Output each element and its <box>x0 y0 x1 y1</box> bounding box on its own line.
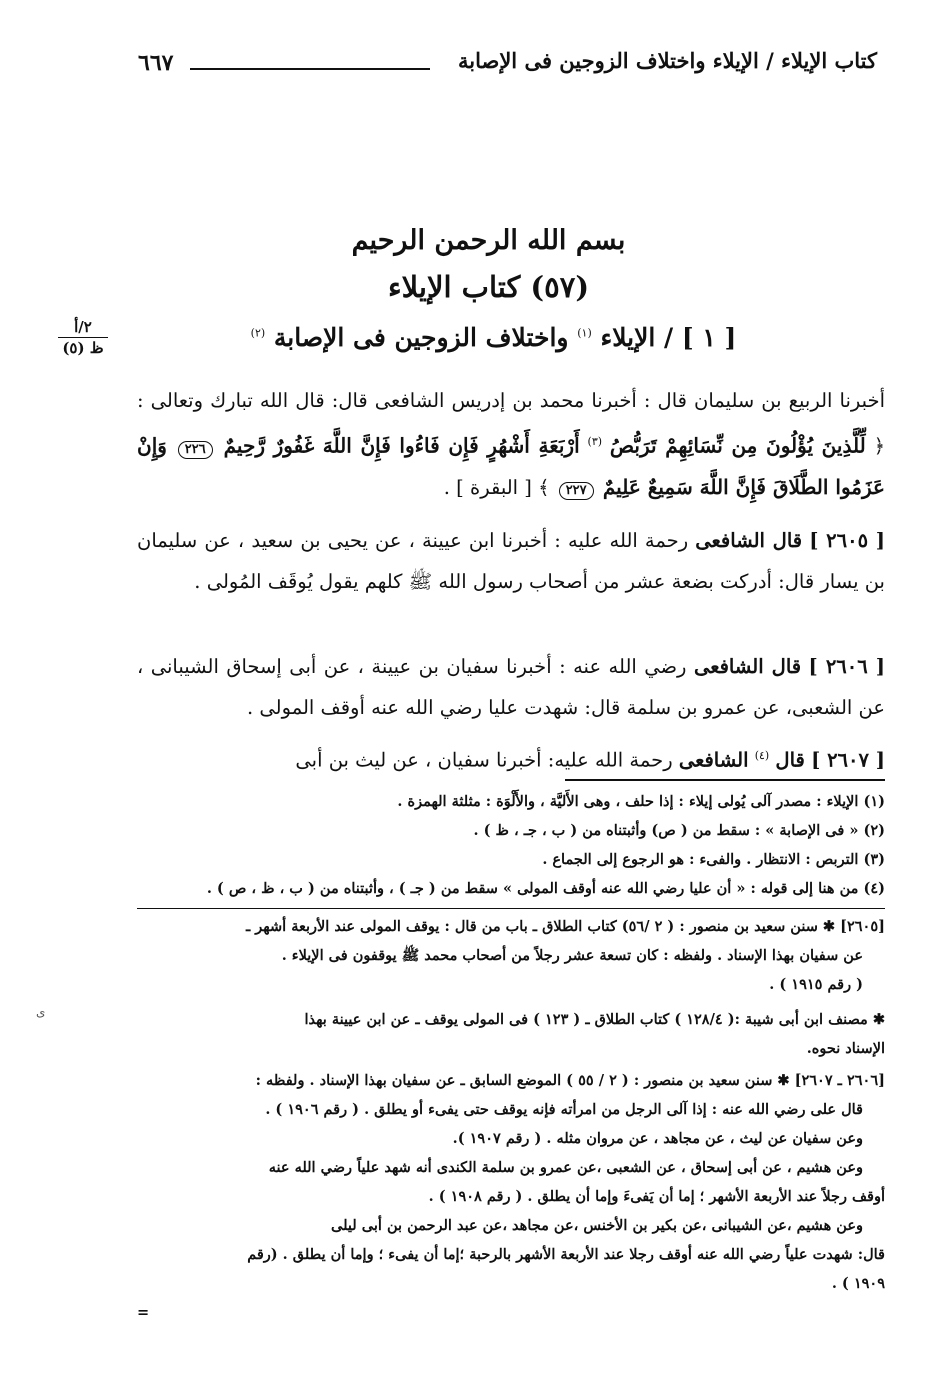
source-line: [٢٦٠٦ ـ ٢٦٠٧] ✱ سنن سعيد بن منصور : ( ٢ / ٥٥ ) الموضع السابق ـ عن سفيان بهذا الإسناد . ولفظه : <box>255 1072 885 1089</box>
footnotes-rule <box>565 779 885 781</box>
sources-rule <box>137 908 885 909</box>
hadith-2605 <box>137 520 885 602</box>
header-rule <box>190 68 430 70</box>
hadith-text: رحمة الله عليه : أخبرنا ابن عيينة ، عن يحيى بن سعيد ، عن سليمان بن يسار قال: أدركت بضعة عشر من أصحاب رسول الله ﷺ كلهم يقول يُوقَف المُولى . <box>137 529 885 593</box>
basmala: بسم الله الرحمن الرحيم <box>351 225 626 256</box>
source-line: قال على رضي الله عنه : إذا آلى الرجل من امرأته فإنه يوقف حتى يفىء أو يطلق . ( رقم ١٩٠٦ ) . <box>265 1101 863 1118</box>
source-line: أوقف رجلاً عند الأربعة الأشهر ؛ إما أن يَفىءَ وإما أن يطلق . ( رقم ١٩٠٨ ) . <box>428 1188 885 1205</box>
footnote-4: (٤) من هنا إلى قوله : « أن عليا رضي الله عنه أوقف المولى » سقط من ( جـ ) ، وأثبتناه من ( ب ، ظ ، ص ) . <box>206 880 885 897</box>
footnote-3: (٣) التربص : الانتظار . والفىء : هو الرجوع إلى الجماع . <box>542 851 885 868</box>
hadith-number: [ ٢٦٠٦ ] <box>808 655 886 678</box>
source-line: الإسناد نحوه. <box>806 1040 885 1057</box>
source-2606-2607 <box>137 1066 885 1327</box>
running-header-title: كتاب الإيلاء / الإيلاء واختلاف الزوجين فى الإصابة <box>457 48 877 73</box>
footnote-1: (١) الإيلاء : مصدر آلى يُولى إيلاء : إذا حلف ، وهى الأَليَّة ، والأَلْوَة : مثلثة الهمزة . <box>397 793 885 810</box>
intro-paragraph <box>137 380 885 508</box>
ayah-number-227: ٢٢٧ <box>559 482 594 500</box>
hadith-number: [ ٢٦٠٥ ] <box>809 529 886 552</box>
section-title-b: واختلاف الزوجين فى الإصابة <box>273 323 569 352</box>
hadith-2606 <box>137 646 885 728</box>
hadith-text: رضي الله عنه : أخبرنا سفيان بن عيينة ، عن أبى إسحاق الشيبانى ، عن الشعبى، عن عمرو بن سلمة قال: شهدت عليا رضي الله عنه أوقف المولى . <box>137 655 885 719</box>
ayah-number-226: ٢٢٦ <box>178 441 213 459</box>
source-line: عن سفيان بهذا الإسناد . ولفظه : كان تسعة عشر رجلاً من أصحاب محمد ﷺ يوقفون فى الإيلاء . <box>281 947 863 964</box>
hadith-2607 <box>137 735 885 781</box>
hadith-speaker-name: الشافعى <box>678 748 749 772</box>
source-2605 <box>137 912 885 999</box>
footnote-ref-2: (٢) <box>250 326 266 340</box>
section-title <box>0 323 947 352</box>
hadith-number: [ ٢٦٠٧ ] <box>811 748 885 772</box>
section-title-a: [ ١ ] / الإيلاء <box>600 323 737 352</box>
source-line: وعن هشيم ، عن أبى إسحاق ، عن الشعبى ،عن عمرو بن سلمة الكندى أنه شهد علياً رضي الله عنه <box>268 1159 863 1176</box>
source-line: وعن هشيم ،عن الشيبانى ،عن بكير بن الأخنس ،عن مجاهد ،عن عبد الرحمن بن أبى ليلى <box>331 1217 863 1234</box>
margin-speck: ﻯ <box>36 1005 46 1019</box>
footnotes <box>137 787 885 903</box>
source-line: ( رقم ١٩١٥ ) . <box>769 976 863 993</box>
footnote-ref-4: (٤) <box>754 749 770 762</box>
footnote-2: (٢) « فى الإصابة » : سقط من ( ص) وأثبتناه من ( ب ، جـ ، ظ ) . <box>473 822 885 839</box>
footnote-ref-1: (١) <box>577 326 592 340</box>
continuation-mark: = <box>137 1304 150 1321</box>
surah-reference: ﴾ [ البقرة ] . <box>443 475 550 499</box>
source-line: [٢٦٠٥] ✱ سنن سعيد بن منصور : ( ٢ /٥٦) كتاب الطلاق ـ باب من قال : يوقف المولى عند الأربعة أشهر ـ <box>246 918 885 935</box>
quran-verse-2: أَرْبَعَةِ أَشْهُرٍ فَإِن فَاءُوا فَإِنَّ اللَّهَ غَفُورٌ رَّحِيمٌ <box>223 433 580 458</box>
margin-manuscript-note <box>58 318 108 357</box>
hadith-text: رحمة الله عليه: أخبرنا سفيان ، عن ليث بن أبى <box>295 748 673 772</box>
quran-verse-3: وَإِنْ عَزَمُوا الطَّلَاقَ فَإِنَّ اللَّهَ سَمِيعٌ عَلِيمٌ <box>137 433 885 499</box>
margin-note-folio: ٢/أ <box>58 318 108 338</box>
source-line: وعن سفيان عن ليث ، عن مجاهد ، عن مروان مثله . ( رقم ١٩٠٧ ). <box>452 1130 863 1147</box>
hadith-speaker: قال <box>775 748 805 772</box>
footnote-ref-3: (٣) <box>587 435 603 448</box>
quran-verse-1: لِّلَّذِينَ يُؤْلُونَ مِن نِّسَائِهِمْ تَرَبُّصُ <box>609 433 866 458</box>
intro-text: أخبرنا الربيع بن سليمان قال : أخبرنا محمد بن إدريس الشافعى قال: قال الله تبارك وتعالى : ﴿ <box>137 389 885 458</box>
book-title: (٥٧) كتاب الإيلاء <box>387 270 590 304</box>
source-line: ✱ مصنف ابن أبى شيبة :( ١٢٨/٤ ) كتاب الطلاق ـ ( ١٢٣ ) فى المولى يوقف ـ عن ابن عيينة بهذا <box>304 1011 885 1028</box>
margin-note-manuscript: ظ (٥) <box>62 339 104 357</box>
hadith-speaker: قال الشافعى <box>695 529 803 552</box>
hadith-speaker: قال الشافعى <box>693 655 802 678</box>
source-line: ١٩٠٩ ) . <box>831 1275 885 1292</box>
page-number: ٦٦٧ <box>138 50 174 76</box>
source-line: قال: شهدت علياً رضي الله عنه أوقف رجلا عند الأربعة الأشهر بالرحبة ؛إما أن يفىء ؛ وإما أن يطلق . (رقم <box>247 1246 885 1263</box>
source-musannaf <box>137 1005 885 1063</box>
